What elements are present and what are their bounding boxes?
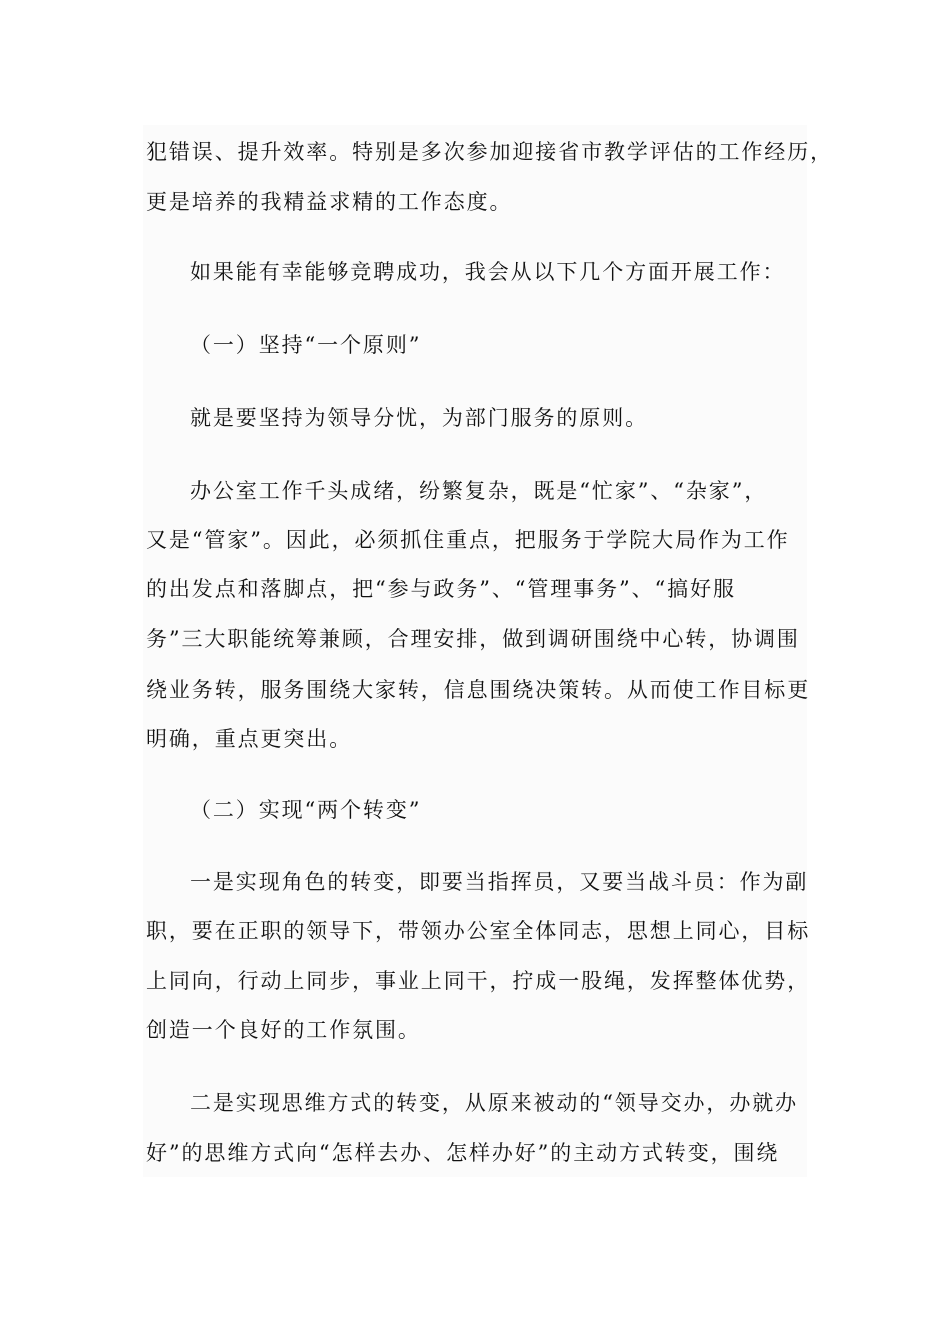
paragraph-line: 务”三大职能统筹兼顾，合理安排，做到调研围绕中心转，协调围 (146, 627, 800, 651)
paragraph-line: 又是“管家”。因此，必须抓住重点，把服务于学院大局作为工作 (146, 528, 790, 552)
paragraph-line: 职，要在正职的领导下，带领办公室全体同志，思想上同心，目标 (146, 919, 811, 943)
paragraph-line: 的出发点和落脚点，把“参与政务”、“管理事务”、“搞好服 (146, 577, 736, 601)
paragraph-line: 如果能有幸能够竞聘成功，我会从以下几个方面开展工作： (190, 260, 786, 284)
paragraph-line: 绕业务转，服务围绕大家转，信息围绕决策转。从而使工作目标更 (146, 678, 811, 702)
paragraph-line: 就是要坚持为领导分忧，为部门服务的原则。 (190, 406, 648, 430)
paragraph-line: 创造一个良好的工作氛围。 (146, 1018, 421, 1042)
paragraph-line: 办公室工作千头成绪，纷繁复杂，既是“忙家”、“杂家”， (190, 479, 768, 503)
paragraph-line: 好”的思维方式向“怎样去办、怎样办好”的主动方式转变，围绕 (146, 1141, 780, 1165)
section-heading-two: （二）实现“两个转变” (190, 798, 422, 822)
paragraph-line: 一是实现角色的转变，即要当指挥员，又要当战斗员：作为副 (190, 870, 809, 894)
paragraph-line: 明确，重点更突出。 (146, 727, 353, 751)
section-heading-one: （一）坚持“一个原则” (190, 333, 422, 357)
paragraph-line: 上同向，行动上同步，事业上同干，拧成一股绳，发挥整体优势， (146, 969, 811, 993)
paragraph-line: 更是培养的我精益求精的工作态度。 (146, 190, 513, 214)
paragraph-line: 犯错误、提升效率。特别是多次参加迎接省市教学评估的工作经历， (146, 140, 833, 164)
paragraph-line: 二是实现思维方式的转变，从原来被动的“领导交办，办就办 (190, 1091, 799, 1115)
